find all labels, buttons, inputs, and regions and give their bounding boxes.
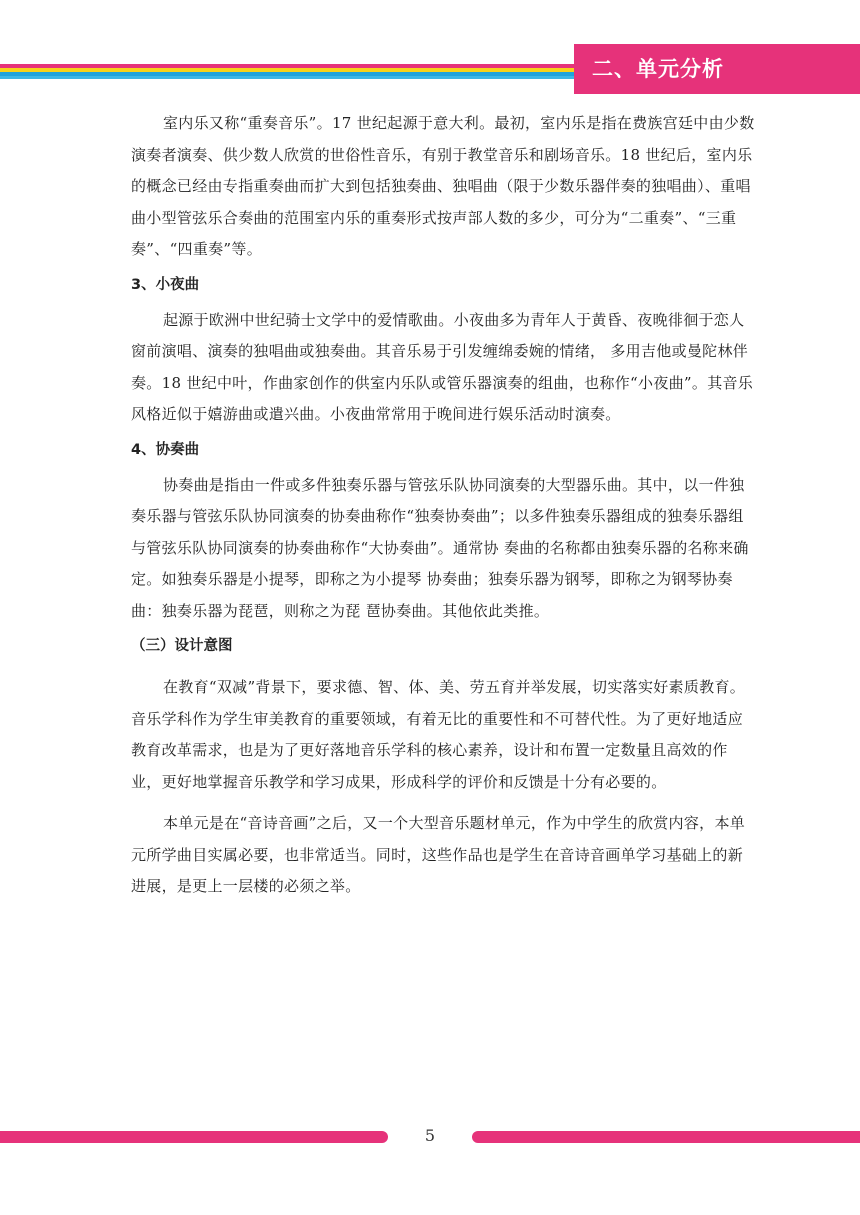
paragraph-concerto: 协奏曲是指由一件或多件独奏乐器与管弦乐队协同演奏的大型器乐曲。其中，以一件独奏乐器与管弦乐队协同演奏的协奏曲称作“独奏协奏曲”；以多件独奏乐器组成的独奏乐器组与管弦乐队协同演奏的协奏曲称作“大协奏曲”。通常协 奏曲的名称都由独奏乐器的名称来确定。如独奏乐器是小提琴，即称之为小提琴 协奏曲；独奏乐器为钢琴，即称之为钢琴协奏曲：独奏乐器为琵琶，则称之为琵 琶协奏曲。其他依此类推。 <box>131 475 749 620</box>
spacer <box>131 798 756 808</box>
paragraph-unit-summary: 本单元是在“音诗音画”之后，又一个大型音乐题材单元，作为中学生的欣赏内容，本单元所学曲目实属必要，也非常适当。同时，这些作品也是学生在音诗音画单学习基础上的新进展，是更上一层楼的必须之举。 <box>131 814 746 895</box>
paragraph-serenade: 起源于欧洲中世纪骑士文学中的爱情歌曲。小夜曲多为青年人于黄昏、夜晚徘徊于恋人窗前演唱、演奏的独唱曲或独奏曲。其音乐易于引发缠绵委婉的情绪， 多用吉他或曼陀林伴奏。18 世纪中叶，作曲家创作的供室内乐队或管乐器演奏的组曲，也称作“小夜曲”。其音乐风格近似于嬉游曲或遣兴曲。小夜曲常常用于晚间进行娱乐活动时演奏。 <box>131 310 754 423</box>
paragraph-chamber-music: 室内乐又称“重奏音乐”。17 世纪起源于意大利。最初，室内乐是指在费族宫廷中由少数演奏者演奏、供少数人欣赏的世俗性音乐，有别于教堂音乐和剧场音乐。18 世纪后，室内乐的概念已经由专指重奏曲而扩大到包括独奏曲、独唱曲（限于少数乐器伴奏的独唱曲）、重唱曲小型管弦乐合奏曲的范围室内乐的重奏形式按声部人数的多少，可分为“二重奏”、“三重奏”、“四重奏”等。 <box>131 114 755 258</box>
heading-design-intent: （三）设计意图 <box>131 638 233 654</box>
page-number: 5 <box>424 1126 436 1145</box>
heading-concerto: 4、协奏曲 <box>131 441 200 458</box>
spacer <box>131 662 756 672</box>
document-body <box>131 108 756 903</box>
header-stripe-light-blue <box>0 76 590 79</box>
footer-bar-right <box>472 1131 860 1143</box>
section-title-tab: 二、单元分析 <box>574 44 860 94</box>
paragraph-design-intent: 在教育“双减”背景下，要求德、智、体、美、劳五育并举发展，切实落实好素质教育。音乐学科作为学生审美教育的重要领域，有着无比的重要性和不可替代性。为了更好地适应教育改革需求，也是为了更好落地音乐学科的核心素养，设计和布置一定数量且高效的作业，更好地掌握音乐教学和学习成果，形成科学的评价和反馈是十分有必要的。 <box>131 678 746 791</box>
footer-bar-left <box>0 1131 388 1143</box>
heading-serenade: 3、小夜曲 <box>131 276 200 293</box>
